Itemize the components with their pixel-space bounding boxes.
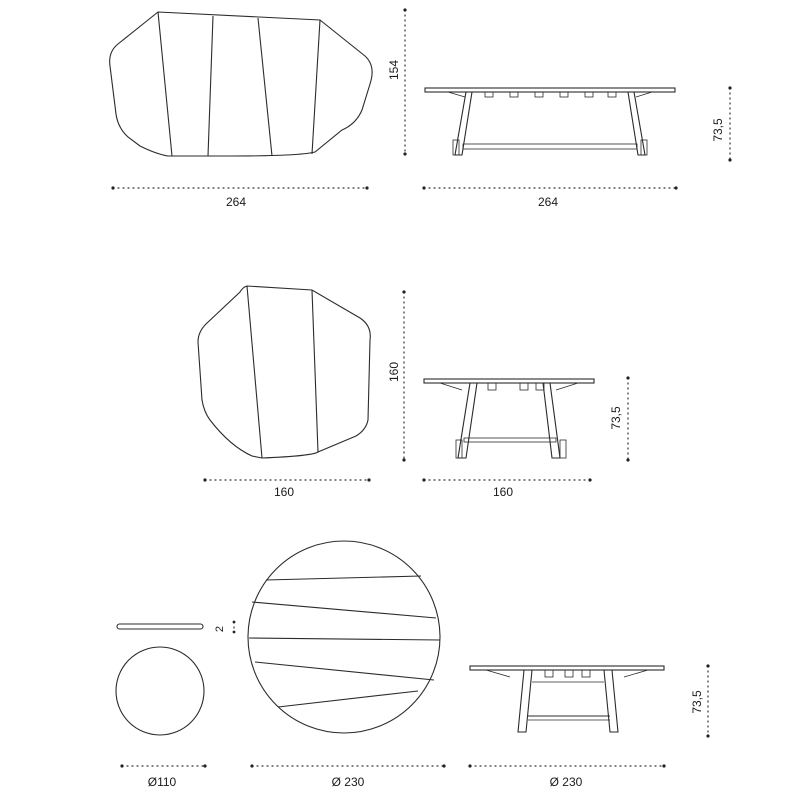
large-table-plan-view — [110, 12, 372, 156]
square-table-height-dimension — [609, 376, 630, 461]
large-table-height-label: 73,5 — [711, 118, 725, 142]
square-table-width-dimension — [203, 478, 370, 499]
round-table-diameter-label: Ø 230 — [331, 775, 365, 789]
large-table-width-label: 264 — [225, 195, 247, 209]
round-table-height-dimension — [690, 664, 710, 737]
small-round-top-diameter-dimension — [120, 764, 206, 789]
top-thickness-dimension — [214, 621, 235, 634]
small-round-top-diameter-label: Ø110 — [147, 775, 177, 789]
large-table-depth-label: 154 — [387, 59, 401, 81]
round-table-height-label: 73,5 — [690, 690, 704, 714]
small-round-top-plan-view — [116, 647, 204, 735]
large-table-elevation-width-dimension — [422, 186, 677, 209]
square-table-depth-dimension — [387, 290, 406, 461]
large-table-depth-dimension — [387, 8, 407, 155]
large-table-elevation-width-label: 264 — [537, 195, 559, 209]
square-table-depth-label: 160 — [387, 361, 401, 383]
round-table-diameter-dimension — [250, 764, 445, 789]
square-table-width-label: 160 — [273, 485, 295, 499]
small-round-top-section — [117, 624, 203, 629]
square-table-plan-view — [198, 286, 370, 458]
square-table-elevation-width-dimension — [422, 478, 591, 499]
square-table-elevation-view — [424, 379, 594, 458]
large-table-height-dimension — [711, 86, 732, 161]
top-thickness-label: 2 — [214, 625, 226, 633]
round-table-elevation-width-dimension — [468, 764, 665, 789]
round-table-plan-view — [248, 541, 440, 733]
large-table-elevation-view — [425, 88, 675, 155]
round-table-elevation-width-label: Ø 230 — [549, 775, 583, 789]
large-table-width-dimension — [111, 186, 368, 209]
round-table-elevation-view — [470, 666, 664, 732]
square-table-height-label: 73,5 — [609, 406, 623, 430]
square-table-elevation-width-label: 160 — [492, 485, 514, 499]
